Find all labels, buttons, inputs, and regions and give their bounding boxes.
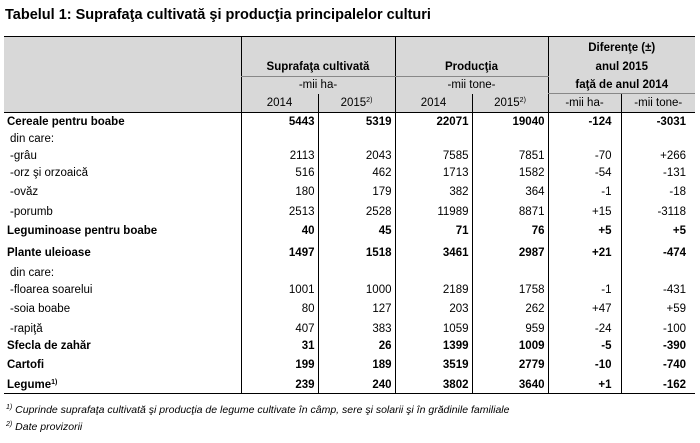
row-value: 127 [318, 298, 395, 320]
table-row [4, 181, 695, 203]
row-label: Leguminoase pentru boabe [7, 225, 158, 237]
table-row [4, 130, 695, 147]
row-value: 189 [318, 354, 395, 376]
row-value: -124 [548, 113, 621, 131]
row-label: Cereale pentru boabe [7, 115, 125, 128]
row-value: 179 [318, 181, 395, 203]
table-row [4, 264, 695, 281]
row-label: Sfecla de zahăr [7, 339, 91, 352]
header-diff-line2: anul 2015 [548, 59, 695, 77]
row-value: +266 [621, 147, 695, 164]
row-value: 1000 [318, 281, 395, 298]
header-diff-line1: Diferenţe (±) [548, 37, 695, 59]
row-value: 2189 [395, 281, 472, 298]
row-value: 364 [472, 181, 548, 203]
row-value: 199 [241, 354, 318, 376]
row-value: 1497 [241, 242, 318, 264]
row-value: -162 [621, 376, 695, 394]
row-label: -soia boabe [10, 303, 71, 315]
row-value: -54 [548, 164, 621, 181]
row-value: 2043 [318, 147, 395, 164]
header-production: Producţia [395, 59, 548, 77]
row-label: Cartofi [7, 359, 45, 371]
row-label: -porumb [10, 205, 53, 218]
row-value: 1758 [472, 281, 548, 298]
table-row [4, 242, 695, 264]
row-value: +5 [548, 220, 621, 242]
table-row [4, 320, 695, 337]
row-value: 2779 [472, 354, 548, 376]
row-value: 203 [395, 298, 472, 320]
row-value: -131 [621, 164, 695, 181]
row-value: -3031 [621, 113, 695, 131]
row-value: 26 [318, 337, 395, 354]
row-value: -3118 [621, 203, 695, 220]
year-2015-production: 2015$^{2)}$ [472, 94, 548, 113]
row-value: +15 [548, 203, 621, 220]
row-value [548, 130, 621, 147]
row-value [548, 264, 621, 281]
row-value: 3640 [472, 376, 548, 394]
row-value: -431 [621, 281, 695, 298]
row-value: 2113 [241, 147, 318, 164]
row-value: 5443 [241, 113, 318, 131]
row-value: 40 [241, 220, 318, 242]
row-value: 1582 [472, 164, 548, 181]
row-value: 1399 [395, 337, 472, 354]
table-row [4, 220, 695, 242]
row-value: 5319 [318, 113, 395, 131]
table-row [4, 147, 695, 164]
row-value: 240 [318, 376, 395, 394]
header-area-unit: -mii ha- [241, 76, 395, 94]
row-value: -5 [548, 337, 621, 354]
header-area: Suprafaţa cultivată [241, 59, 395, 77]
row-value: 1713 [395, 164, 472, 181]
row-value [318, 264, 395, 281]
row-value: -740 [621, 354, 695, 376]
row-value: +47 [548, 298, 621, 320]
table-row [4, 164, 695, 181]
row-value: 45 [318, 220, 395, 242]
row-label: -floarea soarelui [10, 283, 93, 296]
diff-unit-tone: -mii tone- [621, 94, 695, 113]
row-value: 462 [318, 164, 395, 181]
footnote-1: $^{1)}$ Cuprinde suprafaţa cultivată şi producţia de legume cultivate în câmp, sere şi solarii şi în grădinile familiale [6, 404, 510, 416]
row-value: -100 [621, 320, 695, 337]
table-row [4, 354, 695, 376]
row-value [318, 130, 395, 147]
row-value: +5 [621, 220, 695, 242]
row-label: Plante uleioase [7, 247, 91, 259]
row-label: -ovăz [10, 186, 39, 198]
year-2014-area: 2014 [241, 94, 318, 113]
table-body [4, 113, 695, 394]
row-label: -rapiţă [10, 322, 43, 335]
row-value: 959 [472, 320, 548, 337]
row-value: 80 [241, 298, 318, 320]
row-value: +1 [548, 376, 621, 394]
row-value: 3461 [395, 242, 472, 264]
row-value: 1059 [395, 320, 472, 337]
row-value: 22071 [395, 113, 472, 131]
row-value: +21 [548, 242, 621, 264]
row-value: -70 [548, 147, 621, 164]
table-row [4, 337, 695, 354]
row-value: 7851 [472, 147, 548, 164]
row-value: 516 [241, 164, 318, 181]
row-value [472, 130, 548, 147]
table-header [4, 37, 695, 113]
diff-unit-ha: -mii ha- [548, 94, 621, 113]
row-value: 382 [395, 181, 472, 203]
row-value: 19040 [472, 113, 548, 131]
header-production-unit: -mii tone- [395, 76, 548, 94]
row-value: 1009 [472, 337, 548, 354]
row-label: Legume$^{1)}$ [7, 378, 58, 391]
row-value: 239 [241, 376, 318, 394]
row-value [395, 264, 472, 281]
row-value: 3802 [395, 376, 472, 394]
row-value: 7585 [395, 147, 472, 164]
row-label: -orz şi orzoaică [10, 166, 88, 179]
row-value: -24 [548, 320, 621, 337]
row-value: -1 [548, 281, 621, 298]
row-value: 2528 [318, 203, 395, 220]
row-value [395, 130, 472, 147]
row-value [241, 264, 318, 281]
row-value: -474 [621, 242, 695, 264]
year-2014-production: 2014 [395, 94, 472, 113]
year-2015-area: 2015$^{2)}$ [318, 94, 395, 113]
row-value [241, 130, 318, 147]
row-value: -390 [621, 337, 695, 354]
row-value: 262 [472, 298, 548, 320]
table-row [4, 376, 695, 394]
row-value: +59 [621, 298, 695, 320]
row-value: 2987 [472, 242, 548, 264]
row-value: 1518 [318, 242, 395, 264]
table-row [4, 281, 695, 298]
page-title: Tabelul 1: Suprafaţa cultivată şi producţia principalelor culturi [5, 7, 431, 23]
row-value: 1001 [241, 281, 318, 298]
row-value: 31 [241, 337, 318, 354]
row-value: 76 [472, 220, 548, 242]
table-row [4, 113, 695, 131]
row-value: 11989 [395, 203, 472, 220]
crops-table [4, 36, 695, 394]
row-value: 71 [395, 220, 472, 242]
table-row [4, 203, 695, 220]
row-label: -grâu [10, 149, 37, 162]
row-value: 407 [241, 320, 318, 337]
row-value: 383 [318, 320, 395, 337]
row-value [621, 264, 695, 281]
row-value: 180 [241, 181, 318, 203]
footnote-2: $^{2)}$ Date provizorii [6, 421, 83, 433]
row-value: -18 [621, 181, 695, 203]
row-value: 3519 [395, 354, 472, 376]
row-value: 8871 [472, 203, 548, 220]
row-label: din care: [10, 132, 55, 145]
row-value: 2513 [241, 203, 318, 220]
row-value [472, 264, 548, 281]
header-diff-line3: faţă de anul 2014 [548, 76, 695, 94]
row-value [621, 130, 695, 147]
row-label: din care: [10, 266, 55, 279]
row-value: -10 [548, 354, 621, 376]
table-row [4, 298, 695, 320]
row-value: -1 [548, 181, 621, 203]
